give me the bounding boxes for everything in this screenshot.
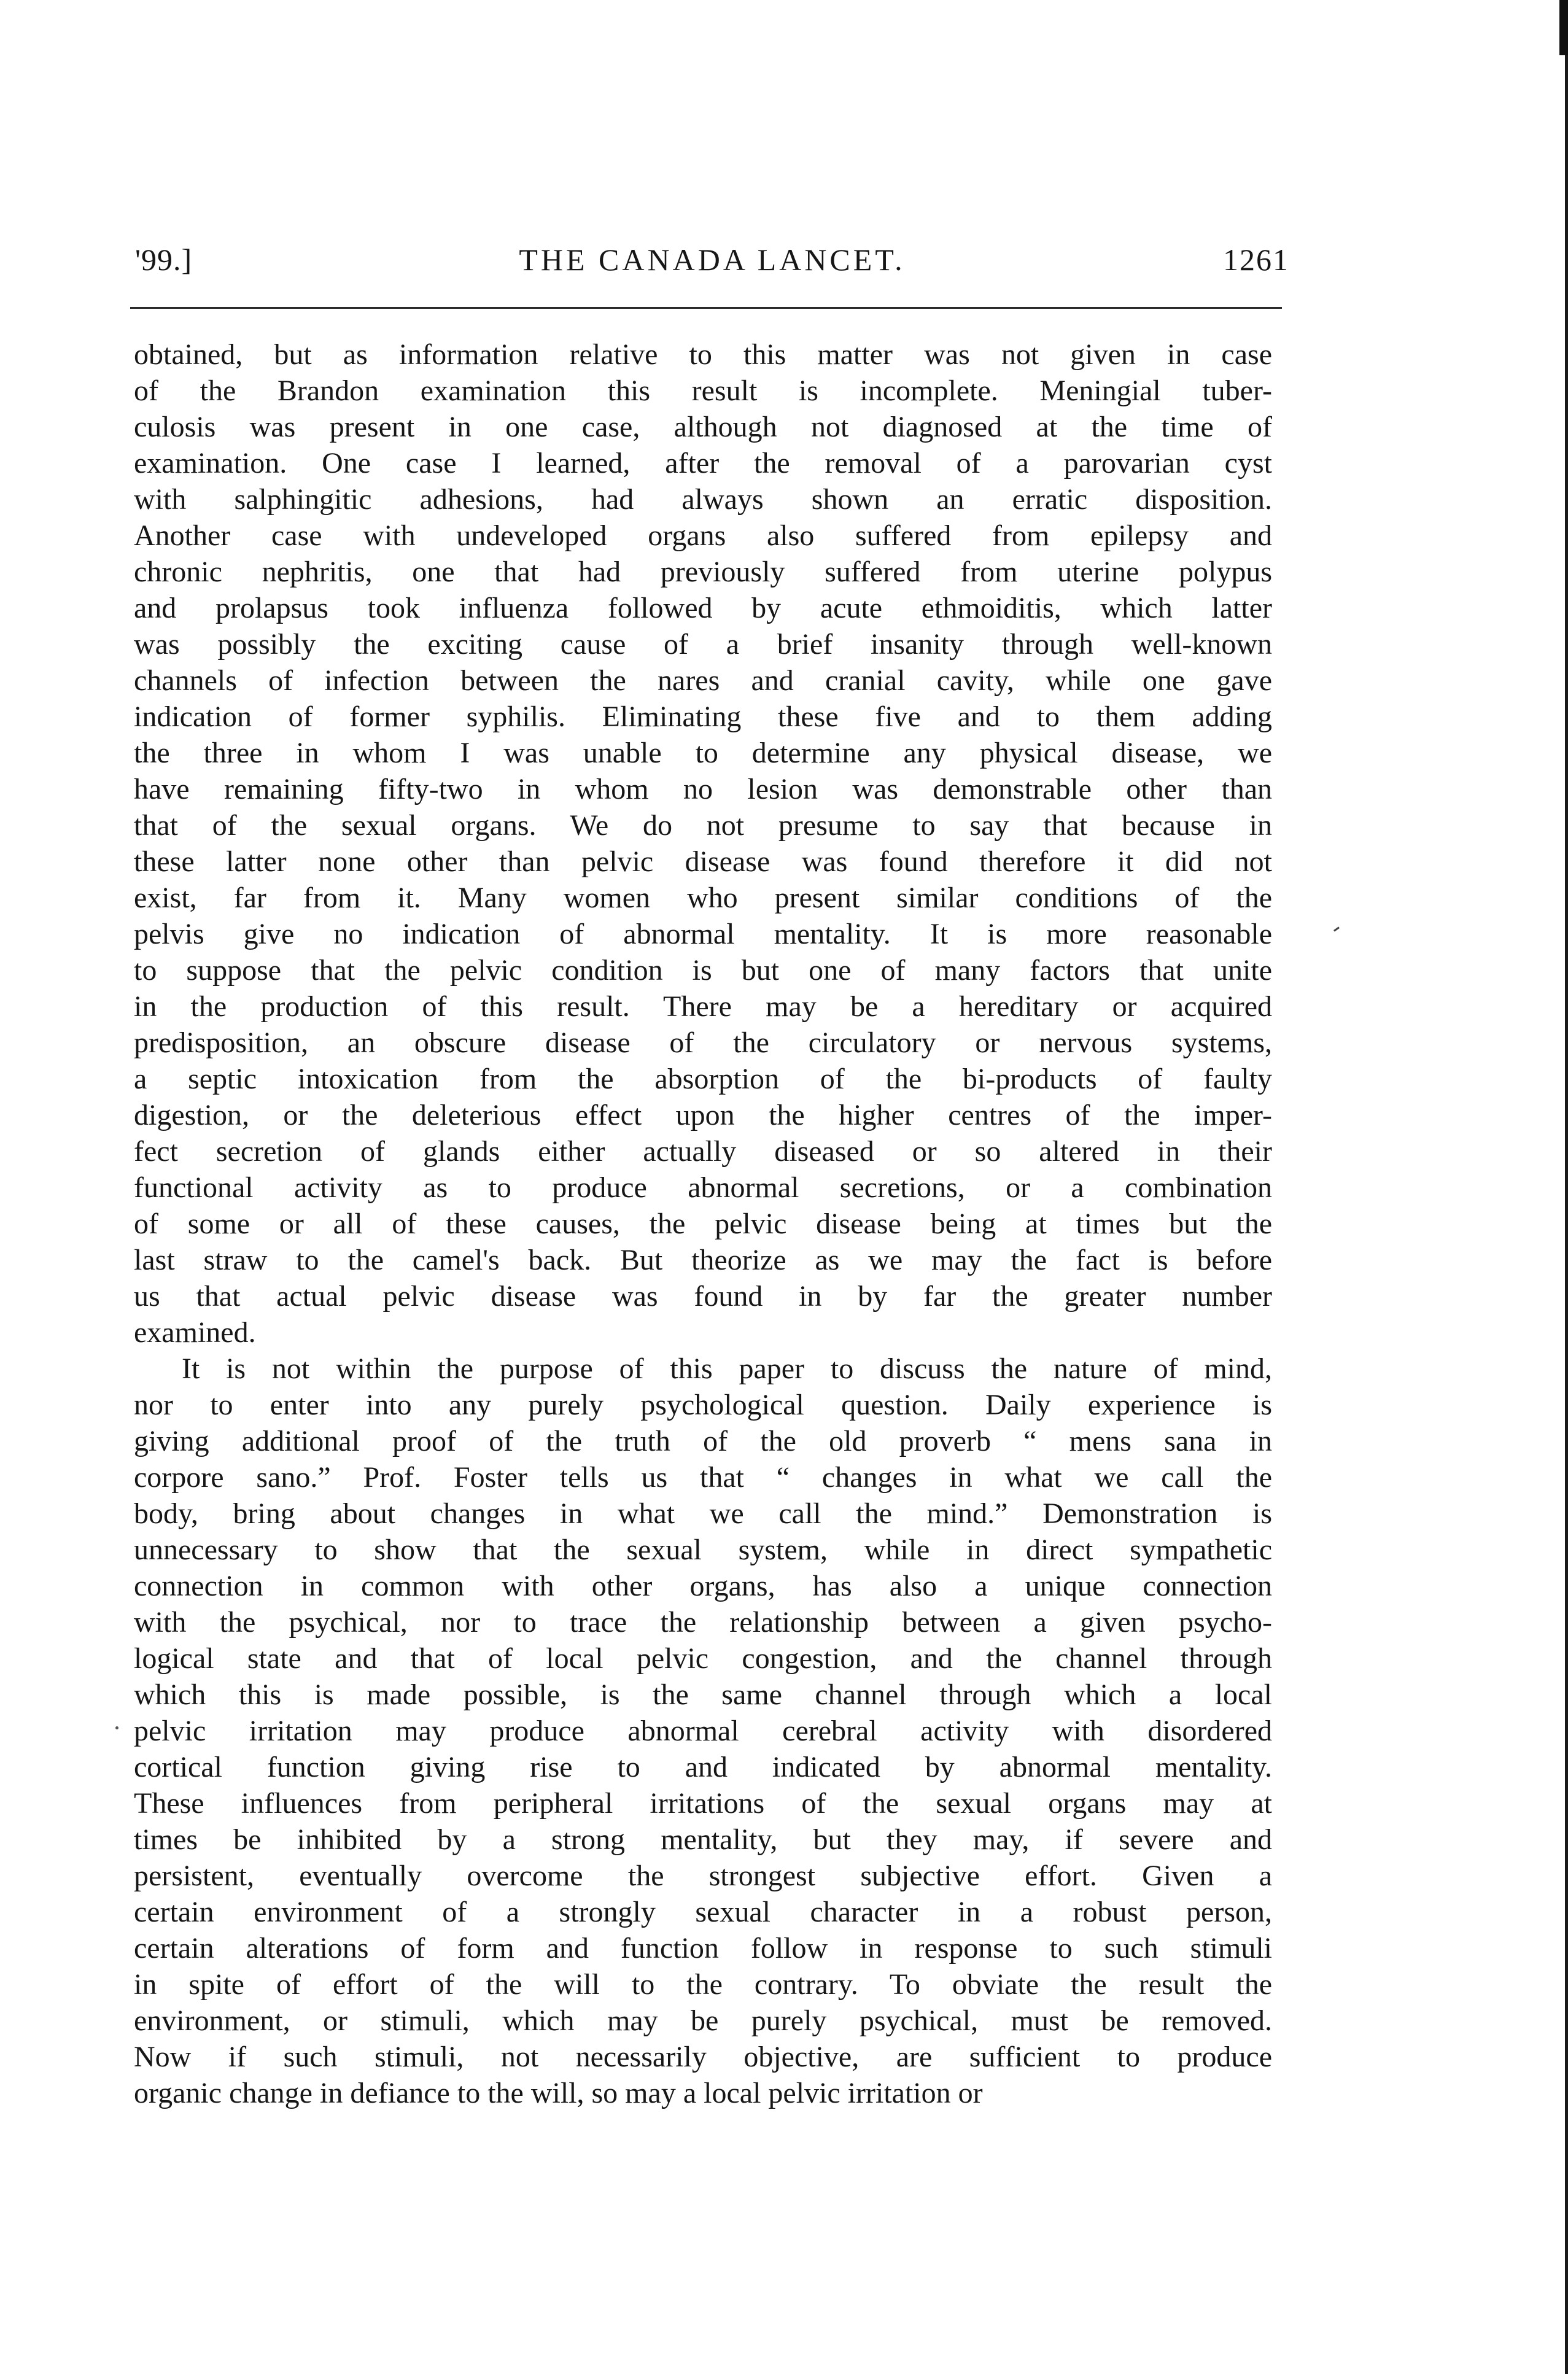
text-line: examination. One case I learned, after the removal of a parovarian cyst [134,447,1272,479]
text-line: to suppose that the pelvic condition is but one of many factors that unite [134,954,1272,987]
text-line: examined. [134,1316,256,1349]
text-line: last straw to the camel's back. But theorize as we may the fact is before [134,1244,1272,1276]
text-line: channels of infection between the nares and cranial cavity, while one gave [134,664,1272,697]
text-line: nor to enter into any purely psychological question. Daily experience is [134,1389,1272,1421]
text-line: organic change in defiance to the will, so may a local pelvic irritation or [134,2077,983,2109]
journal-title: THE CANADA LANCET. [519,242,906,277]
text-line: which this is made possible, is the same channel through which a local [134,1678,1272,1711]
text-line: cortical function giving rise to and indicated by abnormal mentality. [134,1751,1272,1783]
text-line: and prolapsus took influenza followed by acute ethmoiditis, which latter [134,592,1272,624]
running-header [135,238,1289,281]
text-line: environment, or stimuli, which may be purely psychical, must be removed. [134,2004,1272,2037]
text-line: us that actual pelvic disease was found in by far the greater number [134,1280,1272,1313]
margin-dot [115,1726,118,1729]
text-line: predisposition, an obscure disease of the circulatory or nervous systems, [134,1026,1272,1059]
text-line: Now if such stimuli, not necessarily objective, are sufficient to produce [134,2041,1272,2073]
text-line: pelvis give no indication of abnormal mentality. It is more reasonable [134,918,1272,950]
text-line: a septic intoxication from the absorption of the bi-products of faulty [134,1063,1272,1095]
scan-edge-line [1565,0,1568,2374]
text-line: the three in whom I was unable to determine any physical disease, we [134,737,1272,769]
text-line: Another case with undeveloped organs also suffered from epilepsy and [134,519,1272,552]
text-line: of the Brandon examination this result is incomplete. Meningial tuber- [134,374,1272,407]
scan-edge-mark [1559,0,1568,55]
text-line: unnecessary to show that the sexual system, while in direct sympathetic [134,1534,1272,1566]
text-line: have remaining fifty-two in whom no lesion was demonstrable other than [134,773,1272,805]
text-line: in the production of this result. There may be a hereditary or acquired [134,990,1272,1023]
text-line: functional activity as to produce abnormal secretions, or a combination [134,1171,1272,1204]
text-line: chronic nephritis, one that had previously suffered from uterine polypus [134,556,1272,588]
volume-reference: '99.] [135,242,193,277]
text-line: It is not within the purpose of this paper to discuss the nature of mind, [182,1352,1272,1385]
text-line: with the psychical, nor to trace the relationship between a given psycho- [134,1606,1272,1639]
text-line: that of the sexual organs. We do not presume to say that because in [134,809,1272,842]
text-line: persistent, eventually overcome the strongest subjective effort. Given a [134,1860,1272,1892]
text-line: logical state and that of local pelvic congestion, and the channel through [134,1642,1272,1675]
text-line: connection in common with other organs, has also a unique connection [134,1570,1272,1602]
text-line: was possibly the exciting cause of a brief insanity through well-known [134,628,1272,661]
page-number: 1261 [1223,242,1289,277]
header-rule [130,307,1282,309]
text-line: digestion, or the deleterious effect upon the higher centres of the imper- [134,1099,1272,1131]
text-line: obtained, but as information relative to this matter was not given in case [134,338,1272,371]
text-line: fect secretion of glands either actually diseased or so altered in their [134,1135,1272,1168]
text-line: giving additional proof of the truth of the old proverb “ mens sana in [134,1425,1272,1457]
text-line: These influences from peripheral irritations of the sexual organs may at [134,1787,1272,1820]
text-line: exist, far from it. Many women who present similar conditions of the [134,882,1272,914]
text-line: pelvic irritation may produce abnormal cerebral activity with disordered [134,1715,1272,1747]
text-line: indication of former syphilis. Eliminating these five and to them adding [134,700,1272,733]
text-line: certain alterations of form and function follow in response to such stimuli [134,1932,1272,1965]
text-line: corpore sano.” Prof. Foster tells us that “ changes in what we call the [134,1461,1272,1494]
paragraph-1 [134,336,1272,1351]
text-line: of some or all of these causes, the pelvic disease being at times but the [134,1208,1272,1240]
text-line: in spite of effort of the will to the contrary. To obviate the result the [134,1968,1272,2001]
margin-mark [1333,926,1340,931]
text-line: times be inhibited by a strong mentality, but they may, if severe and [134,1823,1272,1856]
text-line: with salphingitic adhesions, had always shown an erratic disposition. [134,483,1272,516]
text-line: body, bring about changes in what we call the mind.” Demonstration is [134,1497,1272,1530]
text-line: culosis was present in one case, although not diagnosed at the time of [134,411,1272,443]
text-line: certain environment of a strongly sexual character in a robust person, [134,1896,1272,1928]
text-line: these latter none other than pelvic disease was found therefore it did not [134,845,1272,878]
paragraph-2 [134,1351,1272,2111]
article-body [134,336,1272,2111]
